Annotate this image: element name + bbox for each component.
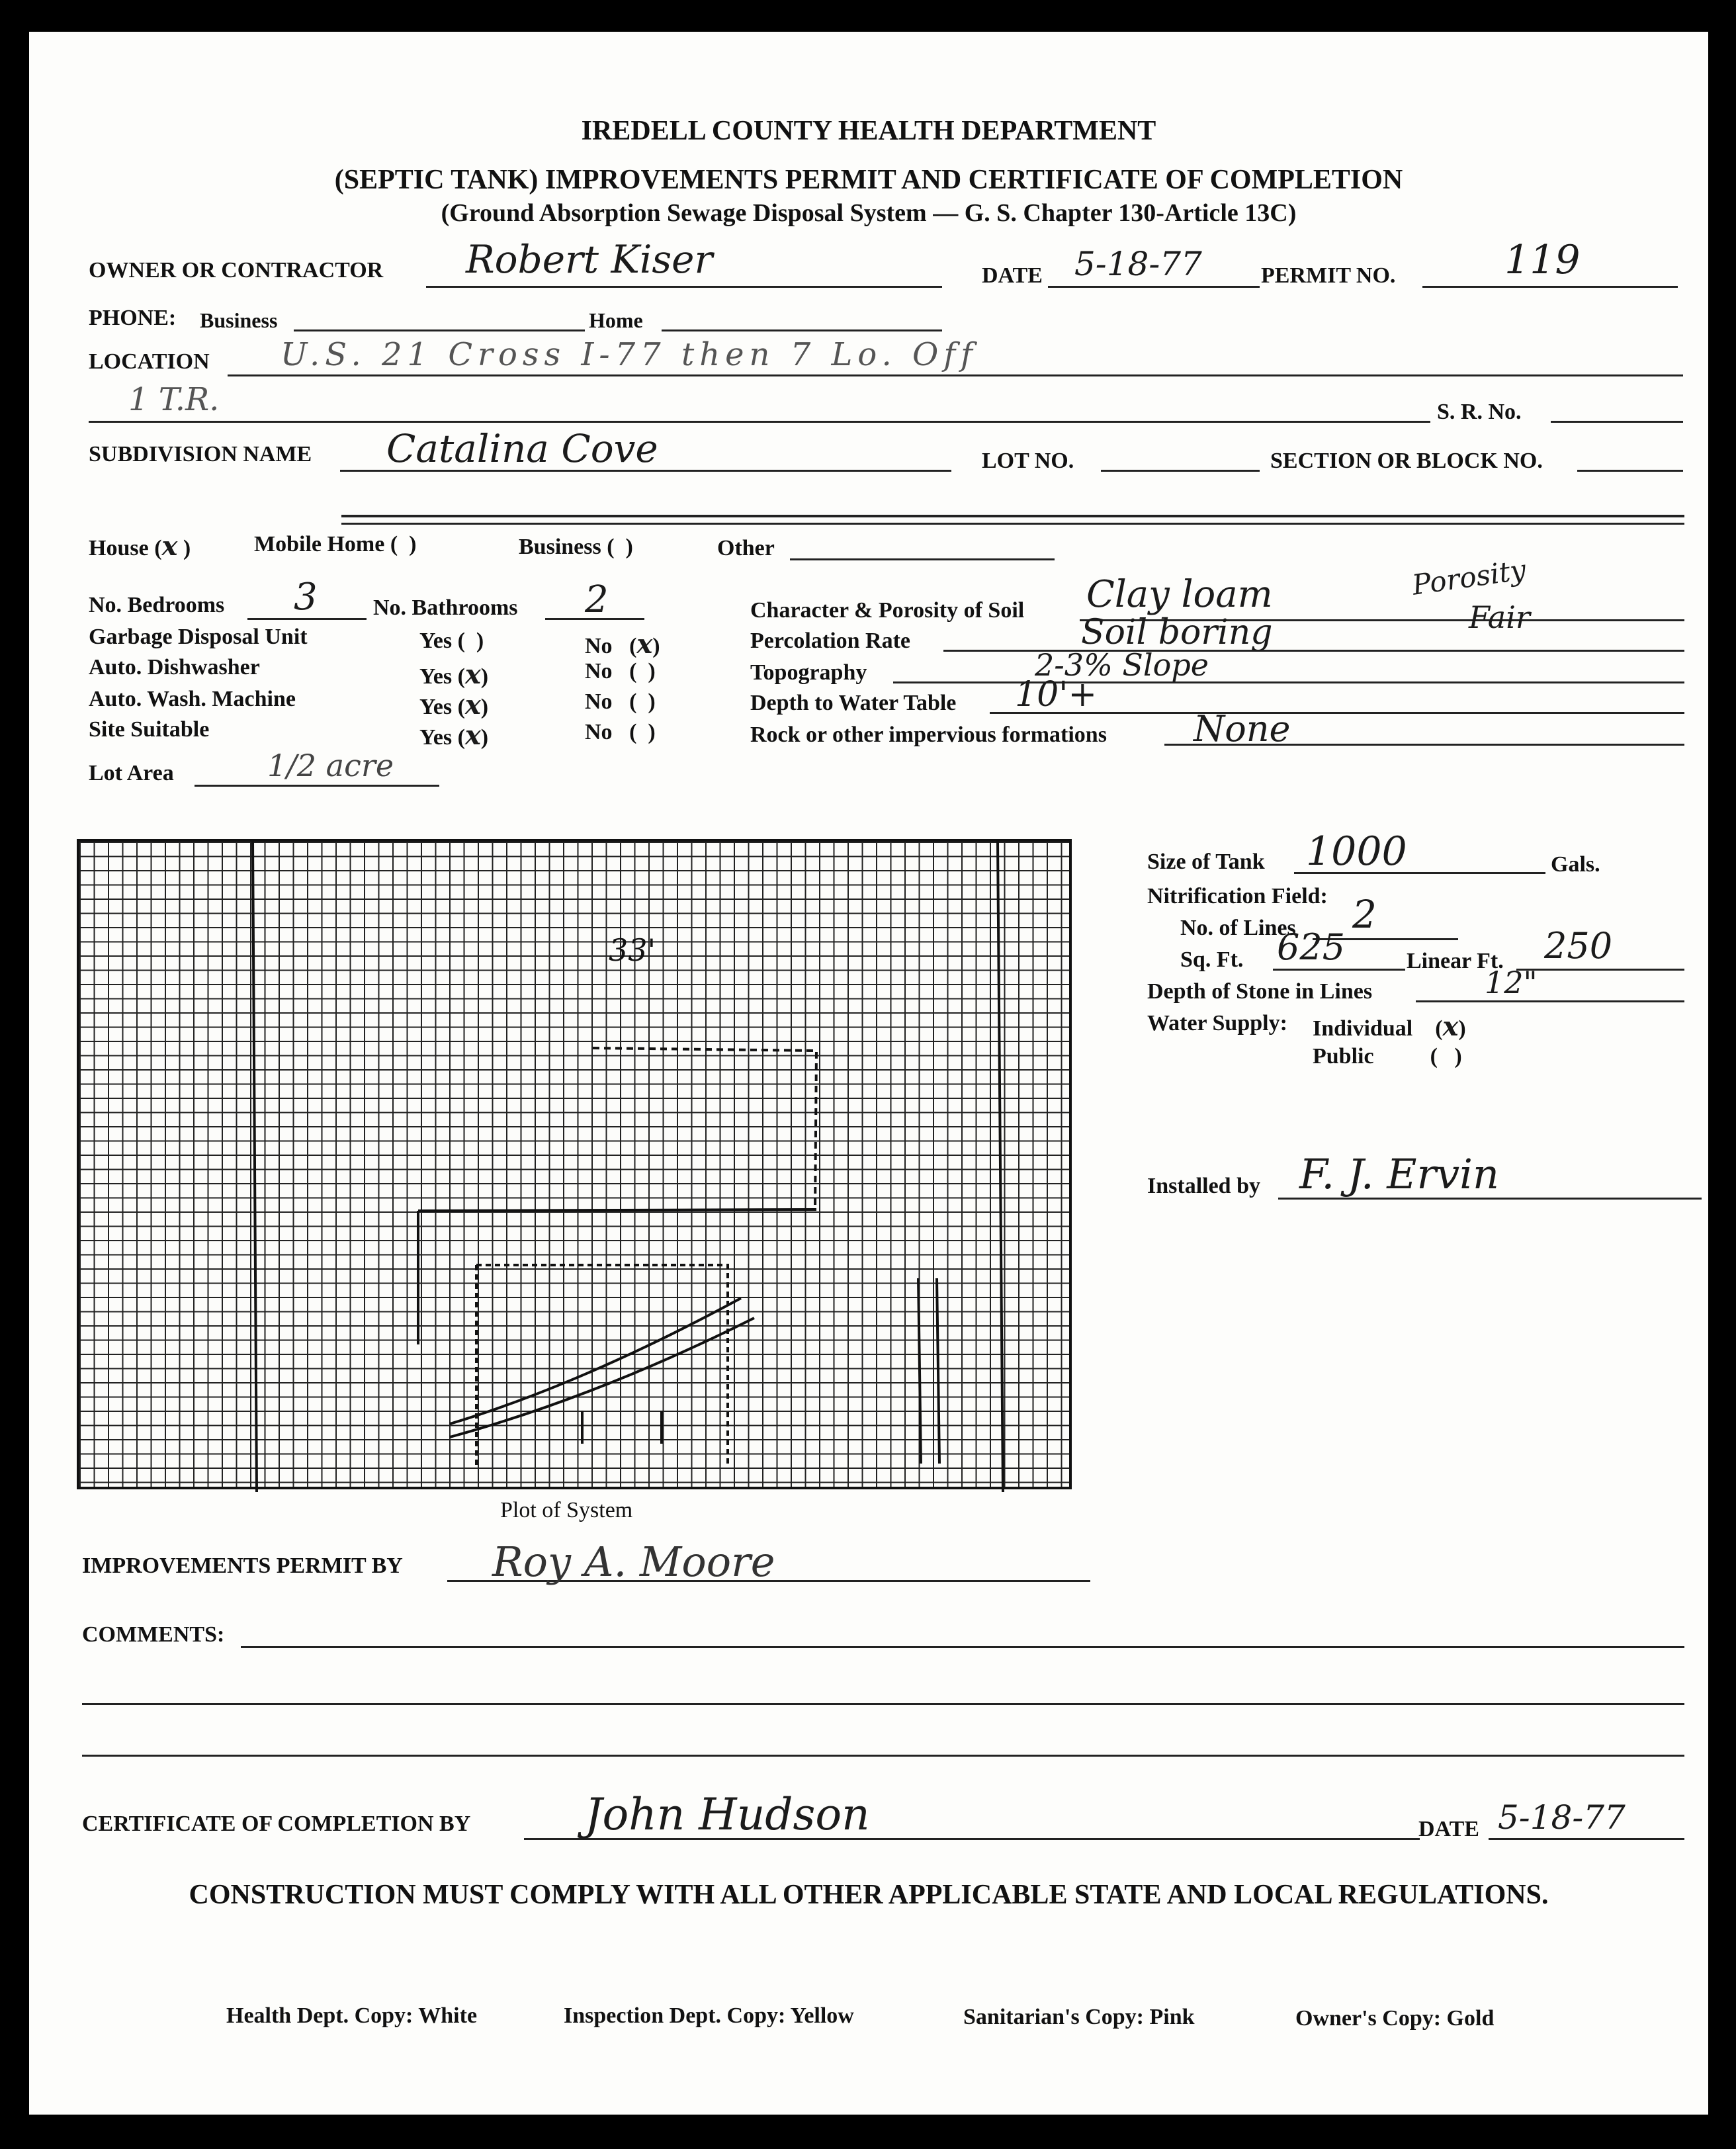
tank-size-label: Size of Tank [1147, 850, 1265, 874]
location-line-2 [89, 421, 1430, 423]
soil-character-value: Clay loam [1086, 573, 1273, 616]
permit-label: PERMIT NO. [1261, 263, 1396, 288]
sketch-drain-line-1 [450, 1298, 741, 1424]
copy-white: Health Dept. Copy: White [226, 2003, 478, 2028]
certificate-date-line [1489, 1838, 1684, 1840]
sqft-value: 625 [1277, 926, 1346, 968]
house-label: House [89, 536, 149, 560]
dishwasher-yes-mark: x [464, 659, 481, 690]
phone-label: PHONE: [89, 306, 177, 330]
wash-machine-yes-mark: x [464, 689, 481, 721]
wash-machine-no-label: No [585, 689, 613, 714]
permit-value: 119 [1504, 237, 1581, 283]
improvements-signature: Roy A. Moore [492, 1538, 775, 1586]
garbage-label: Garbage Disposal Unit [89, 625, 308, 649]
perc-rate-value: Soil boring [1081, 613, 1273, 652]
date-value: 5-18-77 [1074, 245, 1202, 283]
sketch-field-lines [918, 1278, 939, 1464]
rock-label: Rock or other impervious formations [750, 723, 1107, 747]
rock-value: None [1194, 708, 1291, 750]
site-suitable-yes-mark: x [464, 720, 481, 751]
wash-machine-no: No ( ) [585, 689, 656, 714]
date-label: DATE [982, 263, 1043, 288]
comments-label: COMMENTS: [82, 1622, 225, 1647]
comments-line-3 [82, 1755, 1684, 1757]
separator-line-1 [341, 515, 1684, 517]
dishwasher-no-label: No [585, 659, 613, 683]
other-label: Other [717, 536, 775, 560]
dishwasher-yes-label: Yes [419, 664, 453, 689]
form-subtitle: (Ground Absorption Sewage Disposal System — G. S. Chapter 130-Article 13C) [441, 199, 1297, 227]
subdivision-label: SUBDIVISION NAME [89, 442, 312, 466]
sqft-line [1273, 969, 1405, 971]
linear-value: 250 [1544, 925, 1613, 967]
owner-label: OWNER OR CONTRACTOR [89, 258, 384, 283]
comments-line-1 [241, 1646, 1684, 1648]
installed-by-label: Installed by [1147, 1174, 1260, 1198]
sketch-house-base [418, 1209, 816, 1211]
copy-gold: Owner's Copy: Gold [1295, 2006, 1495, 2031]
business-label: Business [519, 535, 601, 559]
wash-machine-yes-label: Yes [419, 695, 453, 719]
public-label: Public [1313, 1044, 1374, 1069]
location-value-1: U.S. 21 Cross I-77 then 7 Lo. Off [281, 336, 978, 373]
water-supply-label: Water Supply: [1147, 1011, 1287, 1035]
location-line-1 [228, 374, 1683, 376]
phone-business-label: Business [200, 308, 278, 332]
comments-line-2 [82, 1703, 1684, 1705]
nitrification-label: Nitrification Field: [1147, 884, 1328, 908]
owner-line [426, 286, 942, 288]
lines-value: 2 [1352, 892, 1377, 937]
owner-value: Robert Kiser [466, 237, 713, 282]
topography-label: Topography [750, 660, 867, 685]
permit-line [1422, 286, 1678, 288]
lot-area-value: 1/2 acre [267, 748, 394, 783]
certificate-label: CERTIFICATE OF COMPLETION BY [82, 1812, 471, 1836]
copy-pink: Sanitarian's Copy: Pink [963, 2005, 1195, 2029]
dishwasher-no: No ( ) [585, 659, 656, 683]
garbage-no: No (x) [585, 629, 660, 660]
date-line [1048, 286, 1260, 288]
site-suitable-no-label: No [585, 720, 613, 744]
water-table-label: Depth to Water Table [750, 691, 957, 715]
section-line [1577, 470, 1683, 472]
installed-by-value: F. J. Ervin [1299, 1150, 1499, 1198]
sketch-field-ticks [582, 1411, 662, 1444]
topography-line [893, 681, 1684, 683]
certificate-date-label: DATE [1418, 1817, 1479, 1841]
form-title: (SEPTIC TANK) IMPROVEMENTS PERMIT AND CERTIFICATE OF COMPLETION [334, 165, 1403, 195]
perc-rate-label: Percolation Rate [750, 629, 911, 653]
lot-area-line [195, 785, 439, 787]
individual-mark: x [1442, 1011, 1459, 1042]
mobile-home-option: Mobile Home ( ) [254, 532, 417, 556]
plot-grid [77, 839, 1072, 1489]
dishwasher-yes: Yes (x) [419, 659, 489, 690]
business-option: Business ( ) [519, 535, 633, 559]
stone-depth-value: 12" [1485, 965, 1538, 1000]
sketch-property-line [998, 842, 1003, 1492]
gals-label: Gals. [1551, 852, 1600, 877]
water-table-value: 10'+ [1015, 675, 1098, 715]
bathrooms-label: No. Bathrooms [373, 595, 518, 620]
wash-machine-yes: Yes (x) [419, 689, 489, 721]
site-suitable-yes-label: Yes [419, 725, 453, 750]
location-value-2: 1 T.R. [128, 381, 220, 418]
dishwasher-label: Auto. Dishwasher [89, 655, 260, 680]
compliance-notice: CONSTRUCTION MUST COMPLY WITH ALL OTHER APPLICABLE STATE AND LOCAL REGULATIONS. [189, 1880, 1549, 1910]
plot-caption: Plot of System [500, 1498, 633, 1522]
individual-label: Individual [1313, 1016, 1413, 1041]
permit-form [29, 32, 1708, 2115]
tank-size-value: 1000 [1306, 828, 1407, 875]
sr-no-label: S. R. No. [1437, 400, 1522, 424]
garbage-no-mark: x [636, 629, 653, 660]
sqft-label: Sq. Ft. [1180, 947, 1244, 972]
sketch-drain-line-2 [450, 1318, 754, 1437]
mobile-home-label: Mobile Home [254, 532, 385, 556]
plot-sketch [79, 842, 1074, 1492]
site-suitable-yes: Yes (x) [419, 720, 489, 751]
certificate-date-value: 5-18-77 [1498, 1798, 1626, 1837]
section-label: SECTION OR BLOCK NO. [1270, 449, 1543, 473]
lines-label: No. of Lines [1180, 916, 1296, 940]
phone-home-label: Home [589, 308, 643, 332]
porosity-note: Porosity [1410, 553, 1528, 601]
garbage-yes-label: Yes [419, 629, 453, 653]
certificate-signature: John Hudson [585, 1789, 870, 1840]
phone-home-line [662, 329, 942, 331]
lot-no-line [1101, 470, 1260, 472]
sketch-house-outline [593, 1048, 816, 1211]
sketch-tank-outline [476, 1265, 728, 1465]
phone-business-line [294, 329, 585, 331]
garbage-yes: Yes ( ) [419, 629, 484, 653]
subdivision-value: Catalina Cove [386, 426, 658, 471]
soil-character-label: Character & Porosity of Soil [750, 598, 1025, 623]
wash-machine-label: Auto. Wash. Machine [89, 687, 296, 711]
linear-label: Linear Ft. [1407, 949, 1504, 973]
improvements-label: IMPROVEMENTS PERMIT BY [82, 1554, 403, 1578]
separator-line-2 [341, 523, 1684, 525]
site-suitable-no: No ( ) [585, 720, 656, 744]
linear-line [1516, 969, 1684, 971]
porosity-value: Fair [1469, 599, 1530, 635]
lot-no-label: LOT NO. [982, 449, 1074, 473]
house-option: House (x ) [89, 531, 191, 562]
plot-note: 33' [609, 932, 656, 968]
lot-area-label: Lot Area [89, 761, 174, 785]
copy-yellow: Inspection Dept. Copy: Yellow [564, 2003, 854, 2028]
department-title: IREDELL COUNTY HEALTH DEPARTMENT [581, 116, 1156, 146]
site-suitable-label: Site Suitable [89, 717, 210, 742]
stone-depth-line [1416, 1000, 1684, 1002]
bedrooms-label: No. Bedrooms [89, 593, 225, 617]
other-line [790, 558, 1055, 560]
garbage-no-label: No [585, 634, 613, 658]
sr-no-line [1551, 421, 1683, 423]
stone-depth-label: Depth of Stone in Lines [1147, 979, 1373, 1004]
topography-value: 2-3% Slope [1035, 647, 1209, 683]
house-mark: x [161, 531, 178, 562]
bedrooms-value: 3 [294, 576, 318, 619]
bathrooms-value: 2 [585, 578, 609, 621]
sketch-road-line [253, 842, 257, 1492]
individual-option: Individual (x) [1313, 1011, 1466, 1042]
location-label: LOCATION [89, 349, 210, 374]
public-option: Public ( ) [1313, 1044, 1462, 1069]
